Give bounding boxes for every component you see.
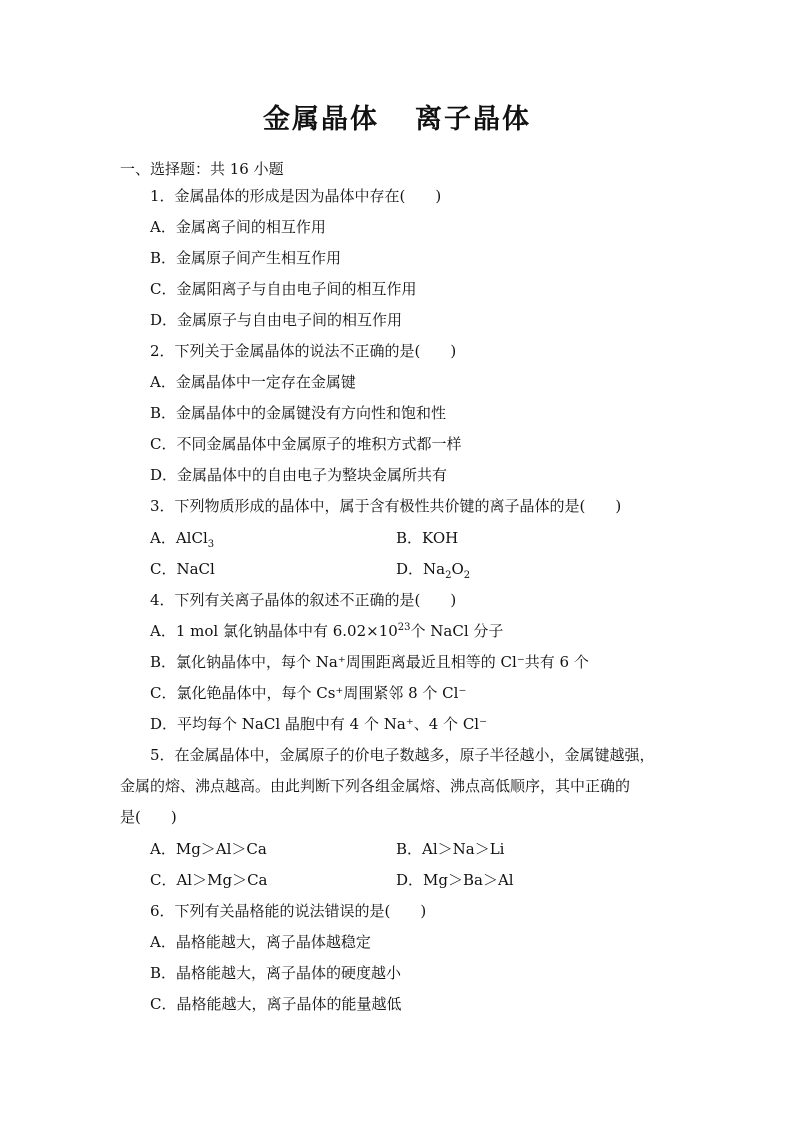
- question-3-option-a: [150, 528, 214, 548]
- question-5-option-c: C．Al＞Mg＞Ca: [150, 871, 268, 889]
- question-6-option-c: C．晶格能越大，离子晶体的能量越低: [150, 995, 402, 1013]
- question-1-option-b: B．金属原子间产生相互作用: [150, 249, 342, 267]
- question-2-option-b: B．金属晶体中的金属键没有方向性和饱和性: [150, 404, 447, 422]
- option-a-text: A．1 mol 氯化钠晶体中有 6.02×10: [150, 622, 398, 640]
- question-1-stem: 1．金属晶体的形成是因为晶体中存在( ): [150, 187, 442, 205]
- question-1-option-c: C．金属阳离子与自由电子间的相互作用: [150, 280, 417, 298]
- subscript: 3: [207, 539, 215, 550]
- option-d-mid: O: [451, 560, 464, 578]
- question-2-option-d: D．金属晶体中的自由电子为整块金属所共有: [150, 466, 448, 484]
- question-3-option-c: C．NaCl: [150, 560, 215, 578]
- question-4-option-d: D．平均每个 NaCl 晶胞中有 4 个 Na⁺、4 个 Cl⁻: [150, 715, 488, 733]
- question-5-option-d: D．Mg＞Ba＞Al: [396, 871, 514, 889]
- subscript: 2: [445, 570, 452, 581]
- question-3-option-d: [396, 559, 470, 579]
- question-2-option-a: A．金属晶体中一定存在金属键: [150, 373, 356, 391]
- question-3-stem: 3．下列物质形成的晶体中，属于含有极性共价键的离子晶体的是( ): [150, 497, 622, 515]
- question-6-stem: 6．下列有关晶格能的说法错误的是( ): [150, 902, 427, 920]
- question-5-line-3: 是( ): [120, 808, 177, 826]
- question-4-option-a: [150, 621, 503, 641]
- option-d-text: D．Na: [396, 560, 446, 578]
- section-heading: 一、选择题：共 16 小题: [120, 160, 284, 178]
- option-a-suffix: 个 NaCl 分子: [410, 622, 504, 640]
- question-4-option-c: C．氯化铯晶体中，每个 Cs⁺周围紧邻 8 个 Cl⁻: [150, 684, 467, 702]
- question-6-option-b: B．晶格能越大，离子晶体的硬度越小: [150, 964, 402, 982]
- question-5-option-b: B．Al＞Na＞Li: [396, 840, 505, 858]
- question-4-option-b: B．氯化钠晶体中，每个 Na⁺周围距离最近且相等的 Cl⁻共有 6 个: [150, 653, 589, 671]
- superscript: 23: [397, 622, 411, 633]
- question-2-stem: 2．下列关于金属晶体的说法不正确的是( ): [150, 342, 457, 360]
- question-5-line-1: 5．在金属晶体中，金属原子的价电子数越多，原子半径越小，金属键越强，: [150, 746, 655, 764]
- question-4-stem: 4．下列有关离子晶体的叙述不正确的是( ): [150, 591, 457, 609]
- question-1-option-d: D．金属原子与自由电子间的相互作用: [150, 311, 403, 329]
- question-5-line-2: 金属的熔、沸点越高。由此判断下列各组金属熔、沸点高低顺序，其中正确的: [120, 777, 631, 795]
- option-a-text: A．AlCl: [150, 529, 208, 547]
- question-3-option-b: B．KOH: [396, 529, 459, 547]
- title-part-1: 金属晶体: [263, 104, 379, 135]
- question-2-option-c: C．不同金属晶体中金属原子的堆积方式都一样: [150, 435, 462, 453]
- title-part-2: 离子晶体: [415, 104, 531, 135]
- page-title: [0, 97, 794, 136]
- subscript: 2: [463, 570, 471, 581]
- question-5-option-a: A．Mg＞Al＞Ca: [150, 840, 267, 858]
- question-6-option-a: A．晶格能越大，离子晶体越稳定: [150, 933, 371, 951]
- question-1-option-a: A．金属离子间的相互作用: [150, 218, 326, 236]
